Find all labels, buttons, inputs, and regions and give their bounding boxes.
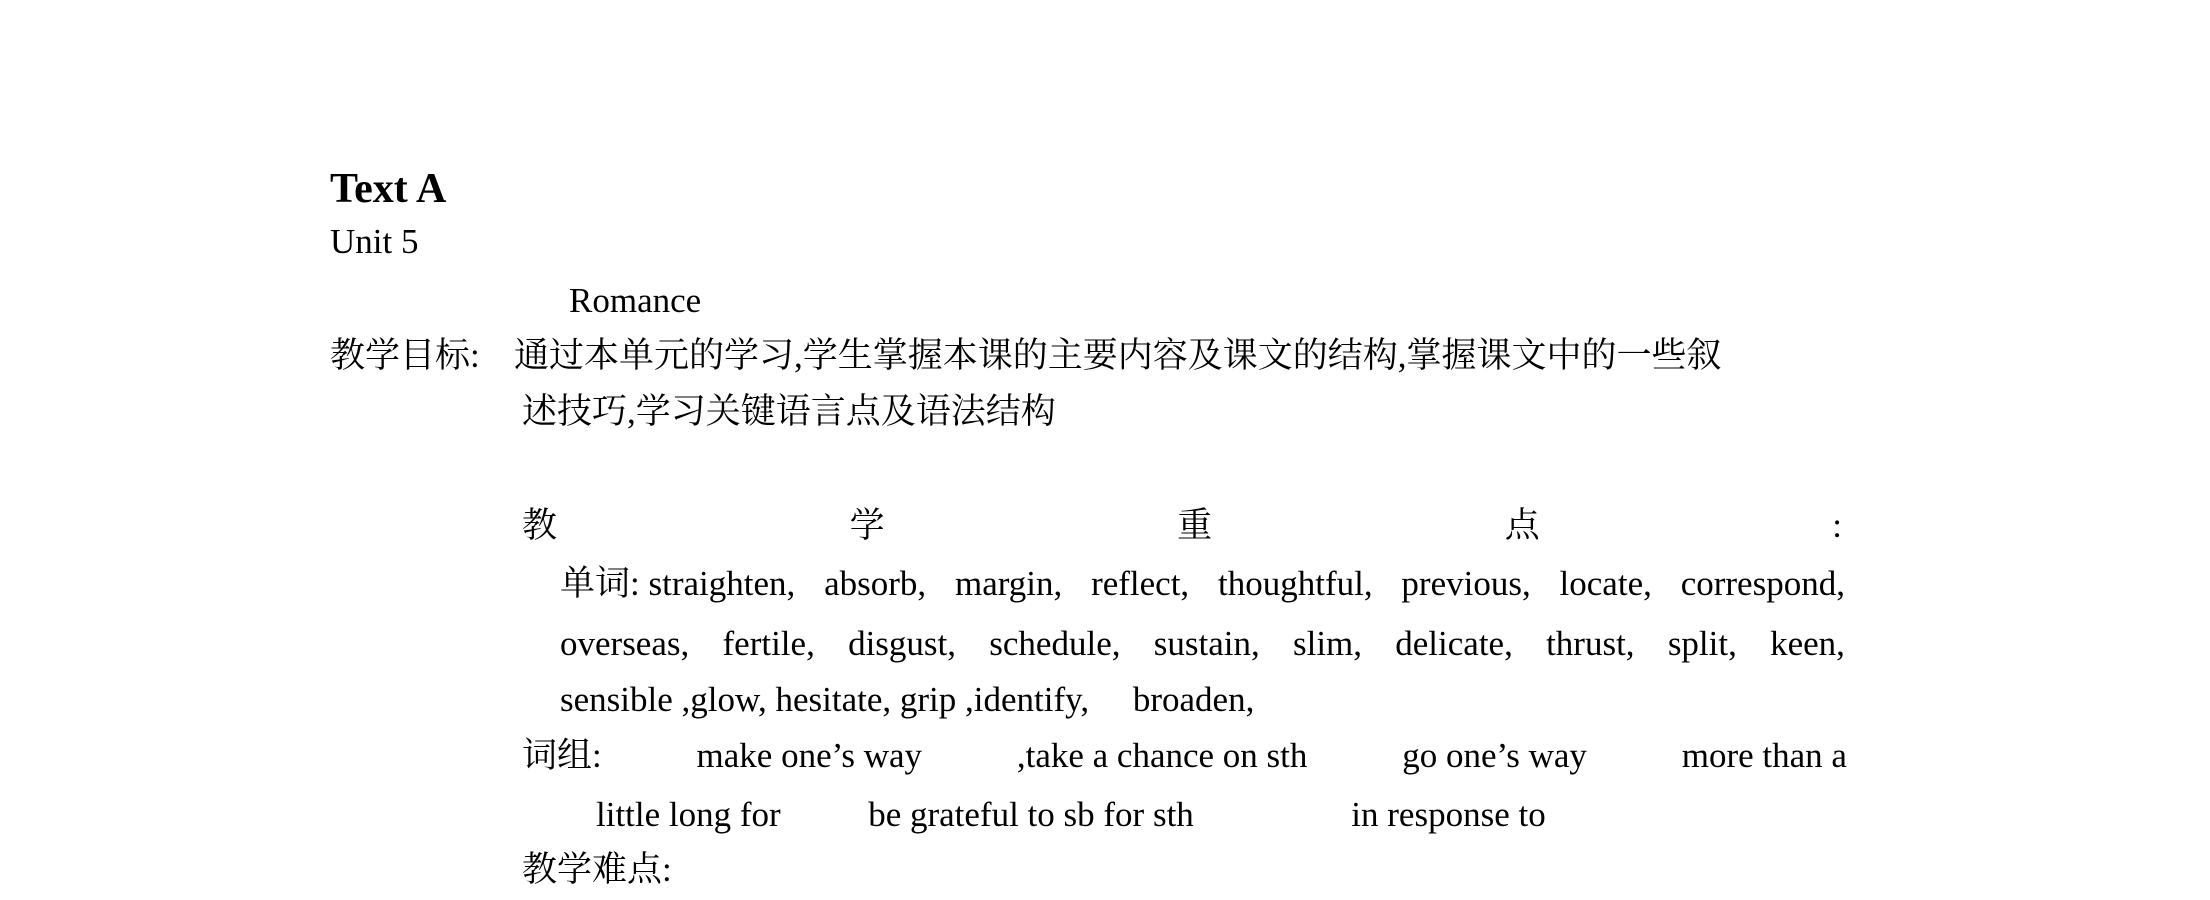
vocab-word: thrust, [1546, 624, 1635, 663]
unit-label: Unit 5 [330, 222, 419, 261]
objectives-text-line2: 述技巧,学习关键语言点及语法结构 [522, 392, 1056, 431]
vocabulary-line1 [560, 566, 1845, 601]
teaching-focus-heading [522, 508, 1842, 543]
vocab-word: absorb, [824, 564, 927, 603]
objectives-text-line1: 通过本单元的学习,学生掌握本课的主要内容及课文的结构,掌握课文中的一些叙 [514, 336, 1722, 375]
phrase-item: go one’s way [1402, 736, 1587, 775]
vocab-word: margin, [954, 564, 1063, 603]
focus-char: 重 [1177, 506, 1213, 545]
vocab-word: thoughtful, [1218, 564, 1373, 603]
vocab-word: schedule, [989, 624, 1121, 663]
focus-char: 点 [1504, 506, 1540, 545]
teaching-difficulty-label: 教学难点: [522, 850, 672, 889]
vocab-word: correspond, [1680, 564, 1845, 603]
vocab-word: split, [1667, 624, 1737, 663]
vocab-word: overseas, [560, 624, 690, 663]
vocab-word: locate, [1559, 564, 1652, 603]
vocab-word: sustain, [1153, 624, 1260, 663]
vocab-word: slim, [1292, 624, 1363, 663]
vocab-word: reflect, [1091, 564, 1190, 603]
focus-char: 教 [522, 506, 558, 545]
vocabulary-line2 [560, 626, 1845, 661]
focus-char: : [1832, 506, 1842, 545]
vocab-word: delicate, [1395, 624, 1513, 663]
vocab-word: disgust, [848, 624, 957, 663]
phrase-item: make one’s way [696, 736, 923, 775]
phrase-item: more than a [1681, 736, 1847, 775]
vocab-word: keen, [1770, 624, 1845, 663]
phrase-item: ,take a chance on sth [1016, 736, 1308, 775]
subtitle: Romance [569, 281, 702, 320]
vocab-word: 单词: straighten, [560, 564, 796, 603]
vocab-word: fertile, [722, 624, 815, 663]
phrases-line2: little long for be grateful to sb for sth in response to [596, 795, 1546, 834]
focus-char: 学 [849, 506, 885, 545]
document-title: Text A [330, 166, 447, 212]
phrases-line1 [522, 738, 1847, 773]
vocab-word: previous, [1401, 564, 1531, 603]
vocabulary-line3: sensible ,glow, hesitate, grip ,identify, broaden, [560, 680, 1255, 719]
objectives-label: 教学目标: [330, 336, 480, 375]
phrases-label: 词组: [522, 736, 602, 775]
